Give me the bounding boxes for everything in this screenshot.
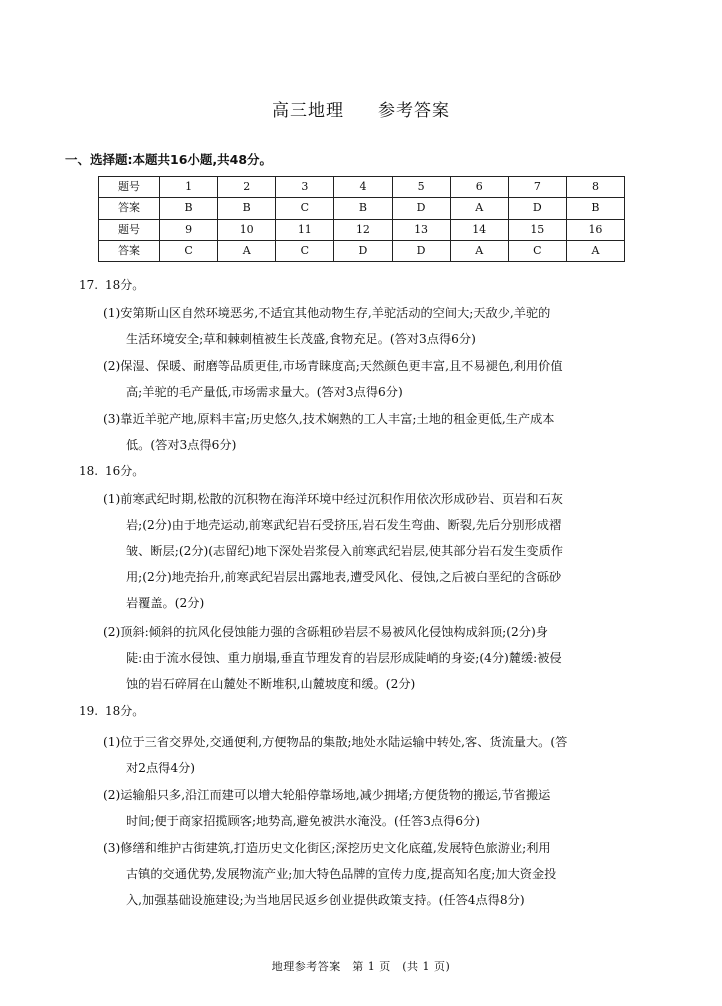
table-row <box>99 219 625 240</box>
table-cell: B <box>334 198 392 219</box>
answer-table <box>98 176 625 262</box>
text-line: 时间;便于商家招揽顾客;地势高,避免被洪水淹没。(任答3点得6分) <box>126 814 480 828</box>
text-line: 用;(2分)地壳抬升,前寒武纪岩层出露地表,遭受风化、侵蚀,之后被白垩纪的含砾砂 <box>126 570 562 584</box>
table-cell: 16 <box>566 219 624 240</box>
table-cell: D <box>392 240 450 261</box>
text-line: 皱、断层;(2分)(志留纪)地下深处岩浆侵入前寒武纪岩层,使其部分岩石发生变质作 <box>126 544 563 558</box>
text-line: 对2点得4分) <box>126 761 196 775</box>
q17-heading <box>79 276 144 293</box>
q17-number: 17. <box>79 278 99 292</box>
table-cell: D <box>334 240 392 261</box>
table-cell: C <box>508 240 566 261</box>
table-cell: B <box>160 198 218 219</box>
table-cell: 8 <box>566 177 624 198</box>
text-line: 蚀的岩石碎屑在山麓处不断堆积,山麓坡度和缓。(2分) <box>126 677 416 691</box>
table-row-label: 答案 <box>99 198 160 219</box>
table-row-label: 题号 <box>99 177 160 198</box>
text-line: (1)前寒武纪时期,松散的沉积物在海洋环境中经过沉积作用依次形成砂岩、页岩和石灰 <box>103 492 563 506</box>
table-cell: D <box>392 198 450 219</box>
table-row <box>99 240 625 261</box>
table-cell: C <box>276 198 334 219</box>
table-row-label: 答案 <box>99 240 160 261</box>
table-cell: 13 <box>392 219 450 240</box>
text-line: (3)靠近羊驼产地,原料丰富;历史悠久,技术娴熟的工人丰富;土地的租金更低,生产成本 <box>103 412 555 426</box>
text-line: (2)运输船只多,沿江而建可以增大轮船停靠场地,减少拥堵;方便货物的搬运,节省搬运 <box>103 788 551 802</box>
text-line: 高;羊驼的毛产量低,市场需求量大。(答对3点得6分) <box>126 385 403 399</box>
table-row <box>99 198 625 219</box>
q18-score: 16分。 <box>105 464 145 478</box>
table-cell: 10 <box>218 219 276 240</box>
q18-heading <box>79 462 144 479</box>
table-cell: 2 <box>218 177 276 198</box>
table-cell: D <box>508 198 566 219</box>
text-line: (1)安第斯山区自然环境恶劣,不适宜其他动物生存,羊驼活动的空间大;天敌少,羊驼的 <box>103 306 551 320</box>
title-subject: 高三地理 <box>272 101 344 121</box>
table-cell: 5 <box>392 177 450 198</box>
q19-answer-1 <box>103 729 645 781</box>
q17-answer-1 <box>103 300 645 352</box>
table-row-label: 题号 <box>99 219 160 240</box>
table-cell: A <box>566 240 624 261</box>
table-cell: 9 <box>160 219 218 240</box>
table-cell: A <box>218 240 276 261</box>
q17-answer-2 <box>103 353 645 405</box>
table-cell: 15 <box>508 219 566 240</box>
q18-number: 18. <box>79 464 99 478</box>
title-kind: 参考答案 <box>378 101 450 121</box>
q17-answer-3 <box>103 406 645 458</box>
section-1-heading: 一、选择题:本题共16小题,共48分。 <box>65 152 273 167</box>
page-footer: 地理参考答案 第 1 页 (共 1 页) <box>271 960 451 973</box>
table-row <box>99 177 625 198</box>
text-line: 低。(答对3点得6分) <box>126 438 237 452</box>
text-line: (1)位于三省交界处,交通便利,方便物品的集散;地处水陆运输中转处,客、货流量大。(答 <box>103 735 568 749</box>
q17-score: 18分。 <box>105 278 145 292</box>
q19-number: 19. <box>79 704 99 718</box>
text-line: (2)保湿、保暖、耐磨等品质更佳,市场青睐度高;天然颜色更丰富,且不易褪色,利用价值 <box>103 359 563 373</box>
text-line: 古镇的交通优势,发展物流产业;加大特色品牌的宣传力度,提高知名度;加大资金投 <box>126 867 557 881</box>
table-cell: A <box>450 240 508 261</box>
table-cell: 14 <box>450 219 508 240</box>
text-line: (3)修缮和维护古街建筑,打造历史文化街区;深挖历史文化底蕴,发展特色旅游业;利用 <box>103 841 551 855</box>
text-line: (2)顶斜:倾斜的抗风化侵蚀能力强的含砾粗砂岩层不易被风化侵蚀构成斜顶;(2分)身 <box>103 625 548 639</box>
table-cell: B <box>566 198 624 219</box>
q19-heading <box>79 702 144 719</box>
table-cell: 11 <box>276 219 334 240</box>
page-title <box>0 96 722 121</box>
q19-answer-3 <box>103 835 645 913</box>
table-cell: 1 <box>160 177 218 198</box>
table-cell: 7 <box>508 177 566 198</box>
table-cell: 6 <box>450 177 508 198</box>
table-cell: B <box>218 198 276 219</box>
q19-score: 18分。 <box>105 704 145 718</box>
text-line: 陡:由于流水侵蚀、重力崩塌,垂直节理发育的岩层形成陡峭的身姿;(4分)麓缓:被侵 <box>126 651 562 665</box>
q18-answer-2 <box>103 619 645 697</box>
table-cell: C <box>276 240 334 261</box>
table-cell: 3 <box>276 177 334 198</box>
table-cell: C <box>160 240 218 261</box>
table-cell: 12 <box>334 219 392 240</box>
q18-answer-1 <box>103 486 645 616</box>
text-line: 岩;(2分)由于地壳运动,前寒武纪岩石受挤压,岩石发生弯曲、断裂,先后分别形成褶 <box>126 518 562 532</box>
text-line: 岩覆盖。(2分) <box>126 596 205 610</box>
table-cell: A <box>450 198 508 219</box>
table-cell: 4 <box>334 177 392 198</box>
text-line: 入,加强基础设施建设;为当地居民返乡创业提供政策支持。(任答4点得8分) <box>126 893 525 907</box>
text-line: 生活环境安全;草和棘刺植被生长茂盛,食物充足。(答对3点得6分) <box>126 332 476 346</box>
q19-answer-2 <box>103 782 645 834</box>
